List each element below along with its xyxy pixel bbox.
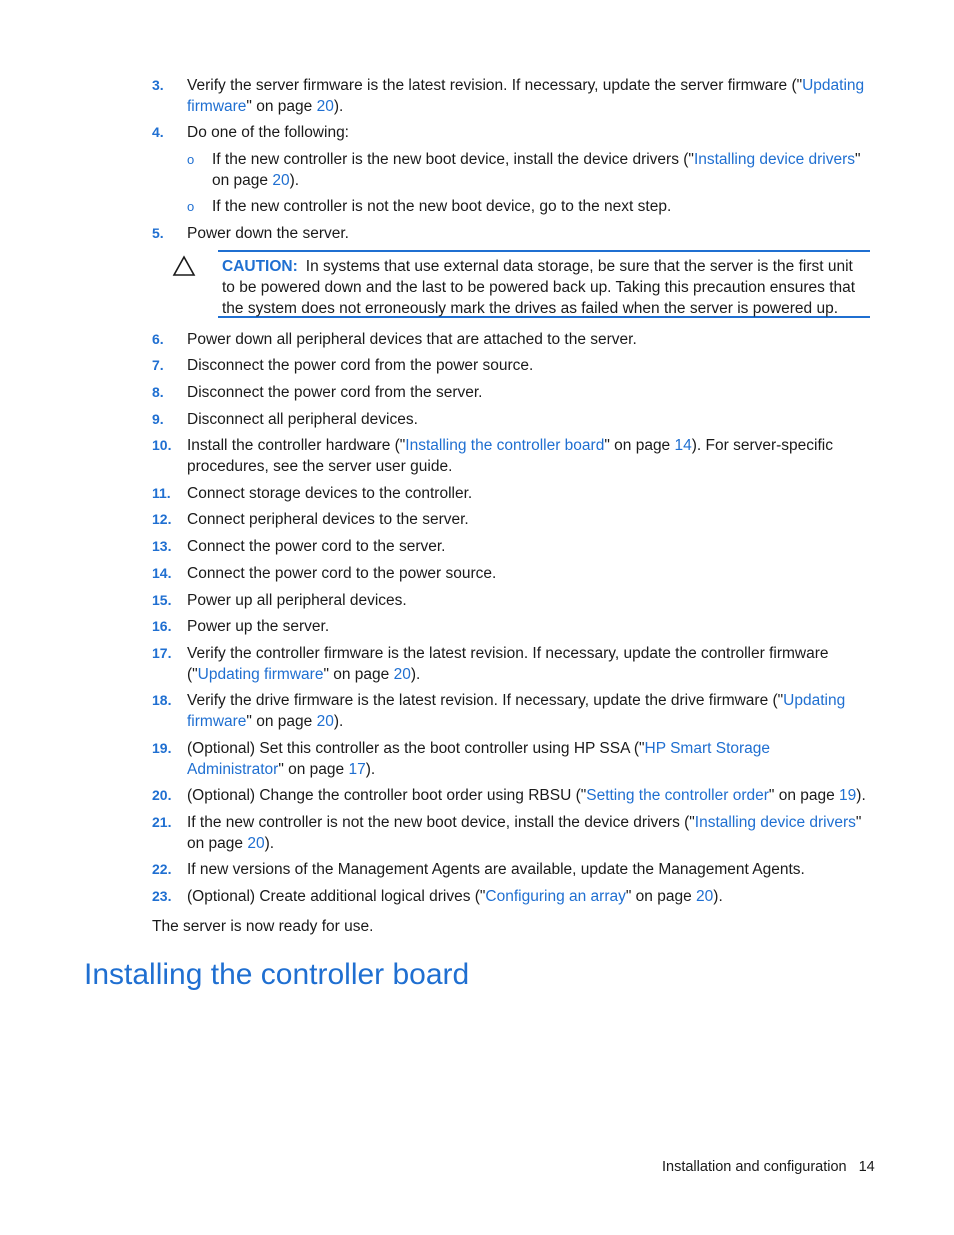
cross-reference-link[interactable]: 20: [316, 713, 334, 730]
step-text: [187, 785, 870, 806]
step-text: [187, 509, 870, 530]
step-text-segment: (Optional) Set this controller as the boot controller using HP SSA (": [187, 740, 645, 757]
step-number: 14.: [152, 565, 172, 581]
warning-triangle-icon: [172, 255, 196, 277]
step-text-segment: ).: [333, 713, 344, 730]
step-text: [187, 859, 870, 880]
cross-reference-link[interactable]: Updating firmware: [197, 666, 324, 683]
step-item: [152, 435, 870, 477]
cross-reference-link[interactable]: 20: [272, 172, 290, 189]
step-text-segment: If the new controller is not the new boot device, go to the next step.: [212, 198, 672, 215]
step-item: [152, 483, 870, 504]
step-number: 5.: [152, 225, 164, 241]
step-number: 12.: [152, 511, 172, 527]
cross-reference-link[interactable]: Installing device drivers: [693, 151, 856, 168]
step-text-segment: Power down all peripheral devices that are attached to the server.: [187, 331, 637, 348]
cross-reference-link[interactable]: HP Smart Storage Administrator: [187, 740, 771, 778]
step-text: [187, 75, 870, 117]
step-text: [187, 643, 870, 685]
step-item: [152, 122, 870, 143]
sub-option-text: [212, 196, 870, 217]
step-text-segment: Do one of the following:: [187, 124, 349, 141]
step-text: [187, 536, 870, 557]
step-item: [152, 690, 870, 732]
step-text-segment: " on page: [604, 437, 675, 454]
step-item: [152, 738, 870, 780]
step-item: [152, 785, 870, 806]
step-text: [187, 483, 870, 504]
step-text-segment: Verify the controller firmware is the latest revision. If necessary, update the controller firmware (": [187, 645, 829, 683]
step-text-segment: Verify the server firmware is the latest revision. If necessary, update the server firmware (": [187, 77, 803, 94]
step-number: 18.: [152, 692, 172, 708]
step-number: 3.: [152, 77, 164, 93]
step-number: 21.: [152, 814, 172, 830]
step-text-segment: " on page: [278, 761, 349, 778]
sub-option-item: [187, 149, 870, 191]
caution-label: CAUTION:: [222, 258, 298, 275]
step-text: [187, 738, 870, 780]
step-item: [152, 509, 870, 530]
step-text-segment: Disconnect all peripheral devices.: [187, 411, 418, 428]
step-text: [187, 616, 870, 637]
step-text-segment: Power up the server.: [187, 618, 330, 635]
step-number: 11.: [152, 485, 171, 501]
step-text: [187, 690, 870, 732]
step-number: 6.: [152, 331, 164, 347]
step-text-segment: ).: [856, 787, 866, 804]
step-number: 10.: [152, 437, 172, 453]
step-text: [187, 382, 870, 403]
step-number: 23.: [152, 888, 172, 904]
step-text-segment: " on page: [323, 666, 394, 683]
step-text-segment: " on page: [246, 713, 317, 730]
step-text-segment: " on page: [625, 888, 697, 905]
step-number: 16.: [152, 618, 172, 634]
step-number: 15.: [152, 592, 172, 608]
step-text: [187, 435, 870, 477]
step-text: [187, 563, 870, 584]
footer-page-number: 14: [858, 1159, 875, 1175]
step-text: [187, 886, 870, 907]
step-text: [187, 329, 870, 350]
sub-option-item: [187, 196, 870, 217]
step-item: [152, 329, 870, 350]
step-text-segment: Connect the power cord to the server.: [187, 538, 446, 555]
step-number: 13.: [152, 538, 172, 554]
step-number: 22.: [152, 861, 172, 877]
step-text-segment: ).: [333, 98, 344, 115]
step-text: [187, 590, 870, 611]
cross-reference-link[interactable]: 20: [393, 666, 411, 683]
step-item: [152, 563, 870, 584]
step-number: 20.: [152, 787, 172, 803]
step-number: 9.: [152, 411, 164, 427]
caution-box: [218, 250, 870, 318]
step-text-segment: Connect the power cord to the power source.: [187, 565, 497, 582]
step-number: 17.: [152, 645, 172, 661]
step-text: [187, 812, 870, 854]
step-text: [187, 355, 870, 376]
cross-reference-link[interactable]: Updating firmware: [187, 692, 846, 730]
step-text-segment: " on page: [212, 151, 861, 189]
step-text-segment: Connect storage devices to the controller.: [187, 485, 473, 502]
step-item: [152, 812, 870, 854]
step-text-segment: If the new controller is not the new boot device, install the device drivers (": [187, 814, 695, 831]
cross-reference-link[interactable]: Setting the controller order: [586, 787, 769, 804]
step-item: [152, 355, 870, 376]
step-text-segment: " on page: [768, 787, 840, 804]
step-text-segment: ).: [365, 761, 376, 778]
step-number: 19.: [152, 740, 172, 756]
step-text-segment: " on page: [187, 814, 862, 852]
step-item: [152, 409, 870, 430]
step-text: [187, 122, 870, 143]
caution-text: In systems that use external data storage, be sure that the server is the first unit to be powered down and the last to be powered back up. Taking this precaution ensures that the system does not erroneously mark the drives as failed when the server is powered up.: [222, 258, 856, 317]
sub-option-text: [212, 149, 870, 191]
cross-reference-link[interactable]: 19: [839, 787, 857, 804]
step-text-segment: If new versions of the Management Agents are available, update the Management Agents.: [187, 861, 805, 878]
step-text-segment: ).: [713, 888, 723, 905]
step-text-segment: Power up all peripheral devices.: [187, 592, 407, 609]
cross-reference-link[interactable]: Configuring an array: [485, 888, 626, 905]
step-item: [152, 590, 870, 611]
cross-reference-link[interactable]: Installing device drivers: [694, 814, 856, 831]
step-text-segment: If the new controller is the new boot device, install the device drivers (": [212, 151, 694, 168]
step-text-segment: ).: [289, 172, 300, 189]
step-item: [152, 886, 870, 907]
step-item: [152, 616, 870, 637]
step-item: [152, 223, 870, 244]
step-text-segment: ).: [264, 835, 275, 852]
step-text: [187, 409, 870, 430]
step-item: [152, 643, 870, 685]
step-item: [152, 382, 870, 403]
bullet-marker: o: [187, 152, 195, 167]
step-number: 8.: [152, 384, 164, 400]
step-text-segment: Disconnect the power cord from the server.: [187, 384, 483, 401]
step-text-segment: Install the controller hardware (": [187, 437, 406, 454]
cross-reference-link[interactable]: 20: [696, 888, 714, 905]
cross-reference-link[interactable]: 20: [316, 98, 334, 115]
step-text-segment: Disconnect the power cord from the power source.: [187, 357, 534, 374]
closing-sentence: The server is now ready for use.: [152, 918, 374, 935]
step-text: [187, 223, 870, 244]
cross-reference-link[interactable]: Installing the controller board: [405, 437, 605, 454]
step-text-segment: (Optional) Create additional logical drives (": [187, 888, 486, 905]
step-item: [152, 536, 870, 557]
footer-section-title: Installation and configuration: [662, 1159, 847, 1175]
page-footer: [662, 1157, 875, 1178]
step-item: [152, 75, 870, 117]
step-text-segment: Power down the server.: [187, 225, 349, 242]
step-text-segment: " on page: [246, 98, 317, 115]
bullet-marker: o: [187, 199, 195, 214]
step-text-segment: Verify the drive firmware is the latest revision. If necessary, update the drive firmware (": [187, 692, 784, 709]
cross-reference-link[interactable]: 14: [674, 437, 692, 454]
step-text-segment: ).: [410, 666, 421, 683]
step-text-segment: ). For server-specific procedures, see the server user guide.: [187, 437, 833, 475]
step-number: 4.: [152, 124, 164, 140]
step-number: 7.: [152, 357, 164, 373]
cross-reference-link[interactable]: 20: [247, 835, 265, 852]
step-text-segment: (Optional) Change the controller boot order using RBSU (": [187, 787, 587, 804]
section-heading: Installing the controller board: [84, 958, 470, 991]
cross-reference-link[interactable]: Updating firmware: [187, 77, 865, 115]
step-item: [152, 859, 870, 880]
cross-reference-link[interactable]: 17: [348, 761, 366, 778]
step-text-segment: Connect peripheral devices to the server.: [187, 511, 469, 528]
